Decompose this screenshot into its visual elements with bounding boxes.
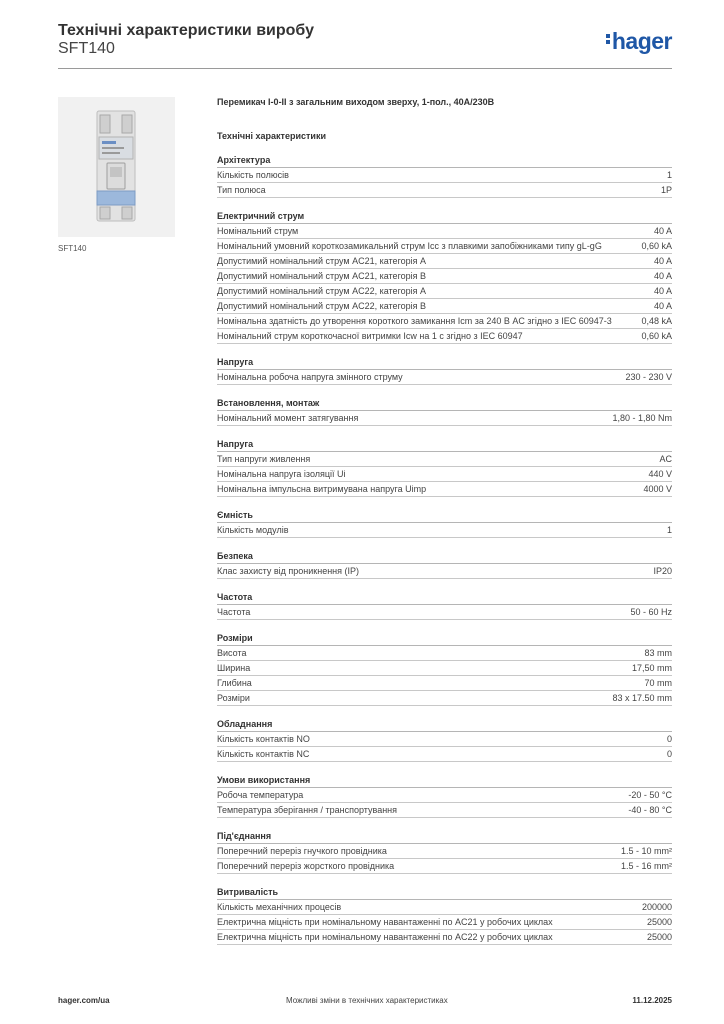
hager-logo [606,28,672,55]
spec-value: 0 [666,734,672,744]
spec-row [217,732,672,747]
spec-row [217,254,672,269]
spec-row [217,676,672,691]
spec-label: Кількість механічних процесів [217,902,342,912]
page-footer [58,996,672,1010]
spec-label: Кількість полюсів [217,170,289,180]
spec-row [217,467,672,482]
spec-row [217,299,672,314]
spec-label: Висота [217,648,247,658]
spec-row [217,482,672,497]
spec-value: 1P [660,185,672,195]
spec-label: Кількість модулів [217,525,289,535]
spec-row [217,452,672,467]
spec-label: Допустимий номінальний струм AC21, категорія A [217,256,427,266]
spec-label: Тип полюса [217,185,266,195]
spec-value: 40 A [653,286,672,296]
spec-label: Електрична міцність при номінальному навантаженні по AC21 у робочих циклах [217,917,553,927]
spec-value: 1 [666,525,672,535]
spec-row [217,269,672,284]
spec-row [217,183,672,198]
section-title: Безпека [217,551,672,564]
spec-section [217,592,672,620]
spec-value: 1.5 - 10 mm² [620,846,672,856]
spec-label: Кількість контактів NC [217,749,310,759]
spec-label: Ширина [217,663,251,673]
spec-value: AC [659,454,672,464]
spec-row [217,915,672,930]
spec-label: Електрична міцність при номінальному навантаженні по AC22 у робочих циклах [217,932,553,942]
spec-value: 25000 [646,917,672,927]
product-code: SFT140 [58,40,115,57]
spec-label: Номінальний умовний короткозамикальний струм Icc з плавкими запобіжниками типу gL-gG [217,241,602,251]
spec-value: 1 [666,170,672,180]
spec-value: 230 - 230 V [625,372,672,382]
spec-section [217,887,672,945]
section-title: Архітектура [217,155,672,168]
section-title: Ємність [217,510,672,523]
spec-label: Номінальна імпульсна витримувана напруга Uimp [217,484,427,494]
spec-label: Поперечний переріз гнучкого провідника [217,846,387,856]
spec-label: Поперечний переріз жорсткого провідника [217,861,395,871]
spec-label: Тип напруги живлення [217,454,311,464]
spec-row [217,564,672,579]
spec-label: Робоча температура [217,790,304,800]
spec-value: 1,80 - 1,80 Nm [612,413,672,423]
spec-row [217,224,672,239]
section-title: Встановлення, монтаж [217,398,672,411]
spec-row [217,284,672,299]
page-title: Технічні характеристики виробу [58,22,314,39]
spec-section [217,155,672,198]
spec-label: Клас захисту від проникнення (IP) [217,566,360,576]
spec-row [217,605,672,620]
spec-row [217,239,672,254]
spec-row [217,523,672,538]
spec-section [217,510,672,538]
spec-section [217,633,672,706]
spec-label: Розміри [217,693,250,703]
spec-value: 40 A [653,271,672,281]
section-title: Електричний струм [217,211,672,224]
spec-value: 83 x 17.50 mm [612,693,672,703]
spec-value: 4000 V [643,484,672,494]
spec-label: Допустимий номінальний струм AC21, категорія B [217,271,427,281]
spec-section [217,551,672,579]
spec-label: Кількість контактів NO [217,734,310,744]
spec-section [217,398,672,426]
spec-label: Допустимий номінальний струм AC22, категорія A [217,286,427,296]
spec-value: 0,60 kA [641,241,672,251]
specs-heading: Технічні характеристики [217,131,326,141]
spec-label: Температура зберігання / транспортування [217,805,398,815]
logo-dots-icon [606,32,610,46]
spec-value: 50 - 60 Hz [630,607,672,617]
section-title: Напруга [217,357,672,370]
spec-label: Номінальна здатність до утворення короткого замикання Icm за 240 В AC згідно з IEC 60947-3 [217,316,612,326]
spec-value: -40 - 80 °C [628,805,672,815]
spec-row [217,168,672,183]
spec-value: 40 A [653,256,672,266]
section-title: Витривалість [217,887,672,900]
spec-label: Номінальний струм [217,226,299,236]
spec-section [217,357,672,385]
spec-value: 0 [666,749,672,759]
spec-row [217,900,672,915]
product-description: Перемикач I-0-II з загальним виходом зверху, 1-пол., 40А/230В [217,97,495,107]
image-caption: SFT140 [58,244,87,253]
spec-row [217,646,672,661]
switch-device-illustration [58,97,175,237]
section-title: Умови використання [217,775,672,788]
spec-section [217,775,672,818]
spec-label: Номінальний струм короткочасної витримки Icw на 1 с згідно з IEC 60947 [217,331,523,341]
spec-value: 200000 [641,902,672,912]
footer-disclaimer: Можливі зміни в технічних характеристиках [286,996,448,1005]
spec-label: Допустимий номінальний струм AC22, категорія B [217,301,427,311]
footer-date: 11.12.2025 [632,996,672,1005]
spec-content [217,96,672,945]
spec-label: Глибина [217,678,252,688]
spec-row [217,803,672,818]
spec-value: 1.5 - 16 mm² [620,861,672,871]
section-title: Обладнання [217,719,672,732]
spec-value: 0,60 kA [641,331,672,341]
spec-row [217,859,672,874]
spec-row [217,314,672,329]
logo-text: hager [611,28,672,54]
spec-value: 40 A [653,226,672,236]
spec-row [217,370,672,385]
spec-sections [217,155,672,945]
spec-section [217,211,672,344]
section-title: Частота [217,592,672,605]
spec-section [217,719,672,762]
section-title: Розміри [217,633,672,646]
spec-row [217,930,672,945]
section-title: Під'єднання [217,831,672,844]
spec-value: 83 mm [644,648,672,658]
section-title: Напруга [217,439,672,452]
spec-value: 40 A [653,301,672,311]
spec-value: IP20 [653,566,672,576]
product-image [58,97,175,237]
spec-value: 17,50 mm [631,663,672,673]
spec-value: 440 V [648,469,672,479]
spec-value: 70 mm [644,678,672,688]
spec-section [217,831,672,874]
spec-label: Частота [217,607,251,617]
spec-row [217,747,672,762]
spec-section [217,439,672,497]
spec-row [217,844,672,859]
spec-label: Номінальний момент затягування [217,413,359,423]
spec-row [217,691,672,706]
spec-row [217,411,672,426]
spec-row [217,329,672,344]
spec-value: 0,48 kA [641,316,672,326]
footer-website[interactable]: hager.com/ua [58,996,110,1005]
spec-row [217,661,672,676]
spec-row [217,788,672,803]
spec-value: 25000 [646,932,672,942]
spec-label: Номінальна напруга ізоляції Ui [217,469,346,479]
spec-label: Номінальна робоча напруга змінного струму [217,372,403,382]
page-header [58,20,672,69]
spec-value: -20 - 50 °C [628,790,672,800]
